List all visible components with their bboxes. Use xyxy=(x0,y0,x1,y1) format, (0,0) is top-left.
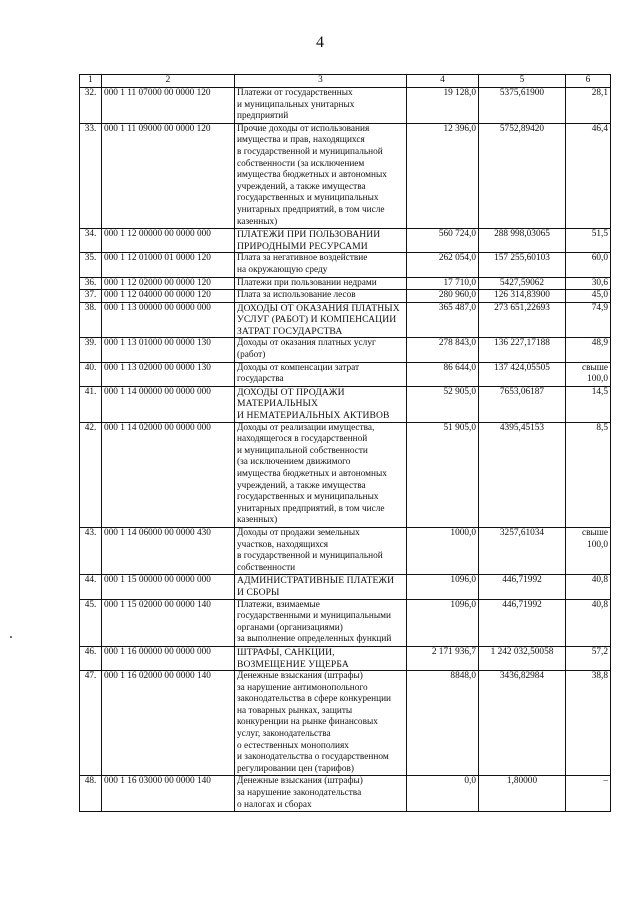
row-number: 46. xyxy=(80,646,102,670)
execution-percent: свыше 100,0 xyxy=(566,362,611,386)
table-row xyxy=(80,229,611,253)
execution-percent: 46,4 xyxy=(566,123,611,228)
plan-amount: 0,0 xyxy=(407,776,479,812)
table-row xyxy=(80,123,611,228)
table-row xyxy=(80,302,611,338)
row-number: 45. xyxy=(80,599,102,646)
execution-percent: 14,5 xyxy=(566,386,611,422)
execution-percent: 57,2 xyxy=(566,646,611,670)
budget-code: 000 1 12 02000 00 0000 120 xyxy=(102,277,235,290)
budget-code: 000 1 14 02000 00 0000 000 xyxy=(102,422,235,527)
plan-amount: 1000,0 xyxy=(407,527,479,574)
plan-amount: 8848,0 xyxy=(407,671,479,776)
row-number: 40. xyxy=(80,362,102,386)
execution-percent: 40,8 xyxy=(566,575,611,599)
revenue-name: Плата за негативное воздействие на окружающую среду xyxy=(235,253,407,277)
table-header-row xyxy=(80,75,611,88)
revenue-name: Платежи при пользовании недрами xyxy=(235,277,407,290)
budget-code: 000 1 12 01000 01 0000 120 xyxy=(102,253,235,277)
revenue-name: Денежные взыскания (штрафы) за нарушение антимонопольного законодательства в сфере конкуренции на товарных рынках, защиты конкуренции на рынке финансовых услуг, законодательства о естественных монополиях и законодательства о государственном регулировании цен (тарифов) xyxy=(235,671,407,776)
table-row xyxy=(80,277,611,290)
actual-amount: 288 998,03065 xyxy=(479,229,566,253)
budget-code: 000 1 13 01000 00 0000 130 xyxy=(102,338,235,362)
table-row xyxy=(80,776,611,812)
budget-code: 000 1 14 06000 00 0000 430 xyxy=(102,527,235,574)
execution-percent: 38,8 xyxy=(566,671,611,776)
execution-percent: 45,0 xyxy=(566,290,611,303)
actual-amount: 5375,61900 xyxy=(479,88,566,124)
revenue-table xyxy=(79,74,611,812)
actual-amount: 126 314,83900 xyxy=(479,290,566,303)
execution-percent: свыше 100,0 xyxy=(566,527,611,574)
actual-amount: 157 255,60103 xyxy=(479,253,566,277)
table-row xyxy=(80,362,611,386)
row-number: 44. xyxy=(80,575,102,599)
actual-amount: 136 227,17188 xyxy=(479,338,566,362)
plan-amount: 19 128,0 xyxy=(407,88,479,124)
row-number: 47. xyxy=(80,671,102,776)
actual-amount: 1,80000 xyxy=(479,776,566,812)
actual-amount: 273 651,22693 xyxy=(479,302,566,338)
execution-percent: 48,9 xyxy=(566,338,611,362)
table-row xyxy=(80,338,611,362)
budget-code: 000 1 12 04000 00 0000 120 xyxy=(102,290,235,303)
plan-amount: 51 905,0 xyxy=(407,422,479,527)
revenue-name: Доходы от продажи земельных участков, находящихся в государственной и муниципальной собственности xyxy=(235,527,407,574)
table-row xyxy=(80,671,611,776)
column-header: 3 xyxy=(235,75,407,88)
row-number: 33. xyxy=(80,123,102,228)
actual-amount: 4395,45153 xyxy=(479,422,566,527)
revenue-name: Доходы от оказания платных услуг (работ) xyxy=(235,338,407,362)
execution-percent: 8,5 xyxy=(566,422,611,527)
column-header: 5 xyxy=(479,75,566,88)
plan-amount: 86 644,0 xyxy=(407,362,479,386)
budget-code: 000 1 14 00000 00 0000 000 xyxy=(102,386,235,422)
budget-code: 000 1 11 09000 00 0000 120 xyxy=(102,123,235,228)
budget-code: 000 1 15 02000 00 0000 140 xyxy=(102,599,235,646)
plan-amount: 52 905,0 xyxy=(407,386,479,422)
actual-amount: 137 424,05505 xyxy=(479,362,566,386)
plan-amount: 1096,0 xyxy=(407,599,479,646)
table-row xyxy=(80,575,611,599)
execution-percent: 51,5 xyxy=(566,229,611,253)
actual-amount: 7653,06187 xyxy=(479,386,566,422)
budget-code: 000 1 16 02000 00 0000 140 xyxy=(102,671,235,776)
actual-amount: 5427,59062 xyxy=(479,277,566,290)
revenue-name: Платежи, взимаемые государственными и муниципальными органами (организациями) за выполнение определенных функций xyxy=(235,599,407,646)
revenue-name: АДМИНИСТРАТИВНЫЕ ПЛАТЕЖИ И СБОРЫ xyxy=(235,575,407,599)
actual-amount: 5752,89420 xyxy=(479,123,566,228)
column-header: 6 xyxy=(566,75,611,88)
table-row xyxy=(80,599,611,646)
actual-amount: 446,71992 xyxy=(479,575,566,599)
plan-amount: 560 724,0 xyxy=(407,229,479,253)
table-row xyxy=(80,253,611,277)
plan-amount: 280 960,0 xyxy=(407,290,479,303)
revenue-name: ДОХОДЫ ОТ ОКАЗАНИЯ ПЛАТНЫХ УСЛУГ (РАБОТ) И КОМПЕНСАЦИИ ЗАТРАТ ГОСУДАРСТВА xyxy=(235,302,407,338)
table-row xyxy=(80,290,611,303)
budget-code: 000 1 12 00000 00 0000 000 xyxy=(102,229,235,253)
actual-amount: 3257,61034 xyxy=(479,527,566,574)
column-header: 1 xyxy=(80,75,102,88)
row-number: 48. xyxy=(80,776,102,812)
column-header: 2 xyxy=(102,75,235,88)
column-header: 4 xyxy=(407,75,479,88)
budget-code: 000 1 13 02000 00 0000 130 xyxy=(102,362,235,386)
plan-amount: 12 396,0 xyxy=(407,123,479,228)
execution-percent: 30,6 xyxy=(566,277,611,290)
budget-code: 000 1 16 03000 00 0000 140 xyxy=(102,776,235,812)
revenue-name: Плата за использование лесов xyxy=(235,290,407,303)
actual-amount: 446,71992 xyxy=(479,599,566,646)
plan-amount: 365 487,0 xyxy=(407,302,479,338)
budget-code: 000 1 13 00000 00 0000 000 xyxy=(102,302,235,338)
revenue-name: ШТРАФЫ, САНКЦИИ, ВОЗМЕЩЕНИЕ УЩЕРБА xyxy=(235,646,407,670)
plan-amount: 278 843,0 xyxy=(407,338,479,362)
table-row xyxy=(80,422,611,527)
execution-percent: 28,1 xyxy=(566,88,611,124)
execution-percent: – xyxy=(566,776,611,812)
revenue-name: Платежи от государственных и муниципальных унитарных предприятий xyxy=(235,88,407,124)
row-number: 38. xyxy=(80,302,102,338)
actual-amount: 3436,82984 xyxy=(479,671,566,776)
row-number: 39. xyxy=(80,338,102,362)
row-number: 35. xyxy=(80,253,102,277)
table-row xyxy=(80,527,611,574)
plan-amount: 17 710,0 xyxy=(407,277,479,290)
plan-amount: 2 171 936,7 xyxy=(407,646,479,670)
revenue-name: Доходы от реализации имущества, находящегося в государственной и муниципальной собственности (за исключением движимого имущества бюджетных и автономных учреждений, а также имущества государственных и муниципальных унитарных предприятий, в том числе казенных) xyxy=(235,422,407,527)
row-number: 34. xyxy=(80,229,102,253)
table-row xyxy=(80,88,611,124)
row-number: 43. xyxy=(80,527,102,574)
row-number: 36. xyxy=(80,277,102,290)
row-number: 41. xyxy=(80,386,102,422)
revenue-name: Прочие доходы от использования имущества и прав, находящихся в государственной и муниципальной собственности (за исключением имущества бюджетных и автономных учреждений, а также имущества государственных и муниципальных унитарных предприятий, в том числе казенных) xyxy=(235,123,407,228)
plan-amount: 262 054,0 xyxy=(407,253,479,277)
actual-amount: 1 242 032,50058 xyxy=(479,646,566,670)
revenue-name: Доходы от компенсации затрат государства xyxy=(235,362,407,386)
execution-percent: 60,0 xyxy=(566,253,611,277)
budget-code: 000 1 15 00000 00 0000 000 xyxy=(102,575,235,599)
table-row xyxy=(80,386,611,422)
row-number: 42. xyxy=(80,422,102,527)
budget-code: 000 1 16 00000 00 0000 000 xyxy=(102,646,235,670)
revenue-name: Денежные взыскания (штрафы) за нарушение законодательства о налогах и сборах xyxy=(235,776,407,812)
revenue-name: ПЛАТЕЖИ ПРИ ПОЛЬЗОВАНИИ ПРИРОДНЫМИ РЕСУРСАМИ xyxy=(235,229,407,253)
row-number: 32. xyxy=(80,88,102,124)
scan-speck xyxy=(10,636,12,638)
row-number: 37. xyxy=(80,290,102,303)
execution-percent: 40,8 xyxy=(566,599,611,646)
execution-percent: 74,9 xyxy=(566,302,611,338)
page-number: 4 xyxy=(316,34,324,51)
budget-code: 000 1 11 07000 00 0000 120 xyxy=(102,88,235,124)
plan-amount: 1096,0 xyxy=(407,575,479,599)
table-row xyxy=(80,646,611,670)
revenue-name: ДОХОДЫ ОТ ПРОДАЖИ МАТЕРИАЛЬНЫХ И НЕМАТЕРИАЛЬНЫХ АКТИВОВ xyxy=(235,386,407,422)
